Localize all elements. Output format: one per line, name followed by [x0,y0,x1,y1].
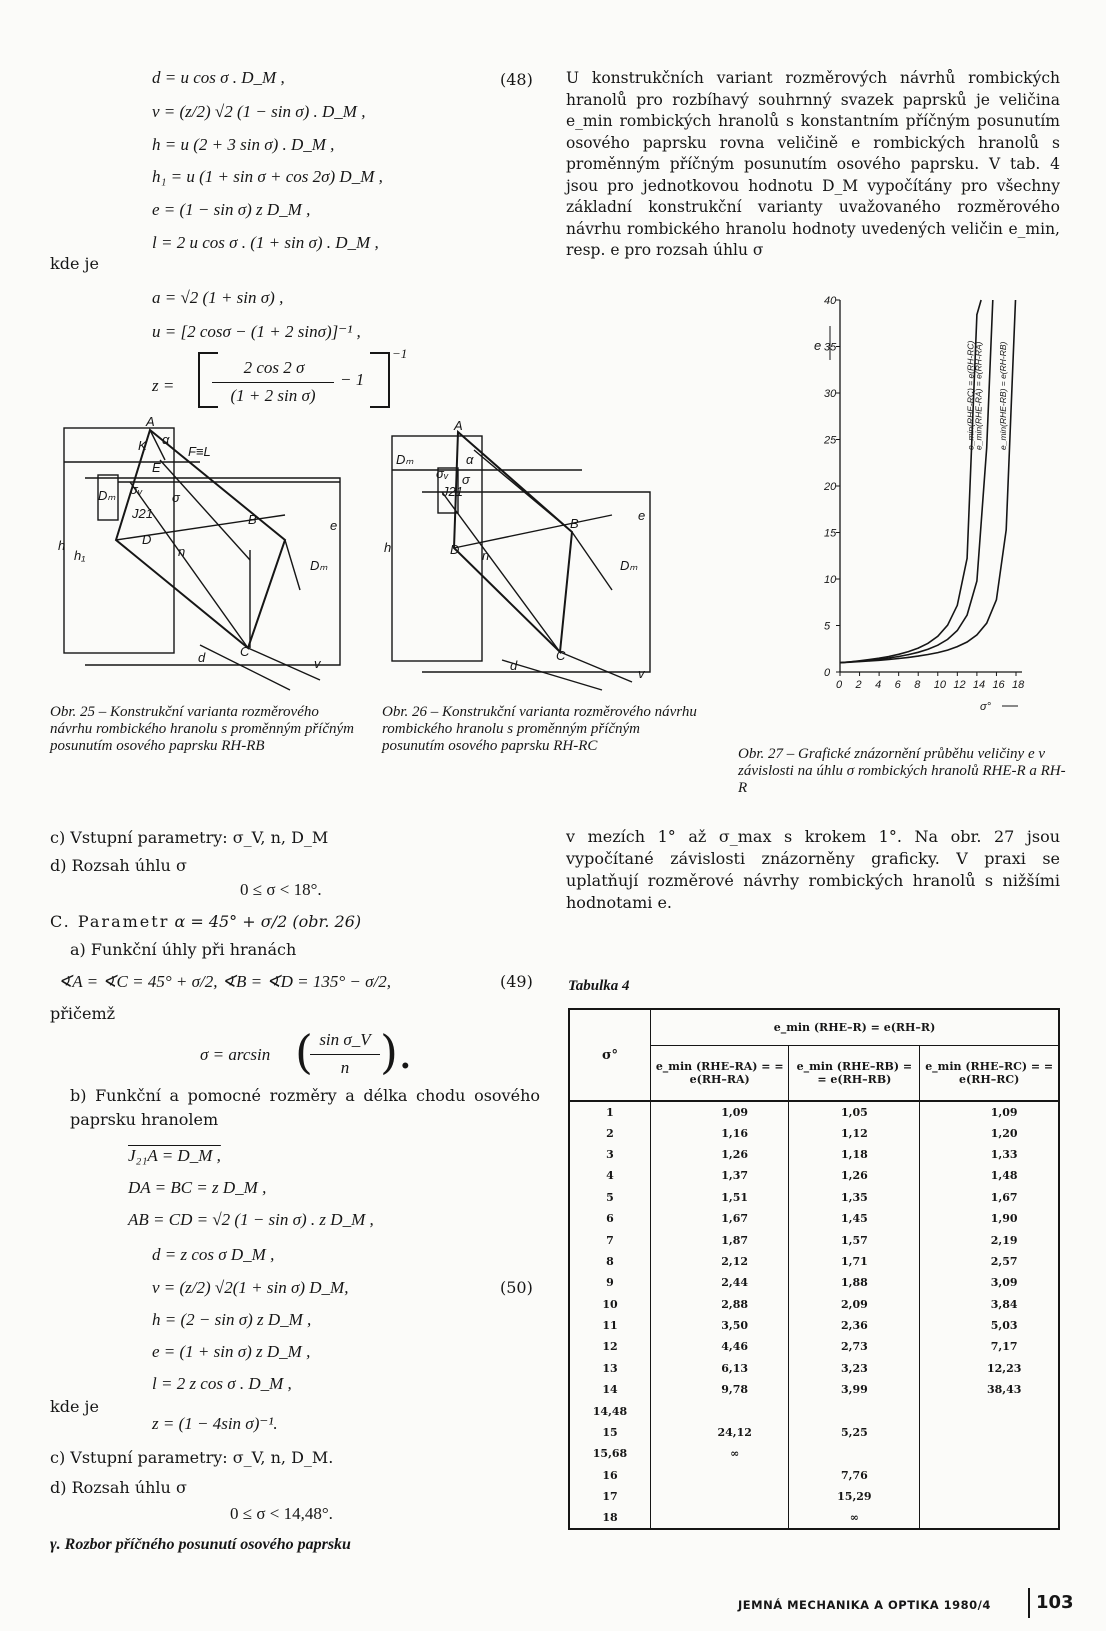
chart-series-label: e_min(RHE-RB) = e(RH-RB) [998,341,1008,450]
svg-text:A: A [146,414,155,429]
table-value-cell: 5,03 [990,1319,1018,1333]
section-c-heading [50,912,361,931]
table-value-cell [789,1443,920,1464]
range-1: 0 ≤ σ < 18°. [240,880,322,899]
table-sigma-cell: 18 [569,1507,651,1528]
chart-y-tick-label: 25 [824,434,837,447]
table-value-cell: 1,67 [651,1208,789,1229]
chart-x-tick-label: 14 [972,679,986,691]
section-c-formula: α = 45° + σ/2 (obr. 26) [174,912,362,931]
table-value-cell: 1,45 [789,1208,920,1229]
chart-x-tick-label: 18 [1012,679,1025,691]
chart-point [879,660,880,661]
table-value-cell: 9,78 [651,1379,789,1400]
chart-point [957,630,958,631]
chart-point [859,660,860,661]
svg-text:v: v [638,666,645,681]
eq48-z-den: (1 + 2 sin σ) [230,386,316,405]
eq48-line-3: h = u (2 + 3 sin σ) . D_M , [152,135,335,154]
figure-26 [382,420,712,720]
table-value-cell: 1,09 [651,1101,789,1122]
table-value-cell: 1,26 [651,1144,789,1165]
chart-point [976,314,977,315]
table-value-cell: 1,57 [789,1229,920,1250]
svg-text:h: h [384,540,392,555]
table-row [569,1422,1059,1443]
table-sigma-cell: 14,48 [569,1400,651,1421]
fig26-caption: Obr. 26 – Konstrukční varianta rozměrového návrhu rombického hranolu s proměnným příčným posunutím osového paprsku RH-RC [382,704,697,754]
chart-x-tick-label: 10 [933,679,947,691]
table-title: Tabulka 4 [568,978,630,994]
chart-point [976,634,977,635]
footer-journal: JEMNÁ MECHANIKA A OPTIKA 1980/4 [738,1598,991,1612]
svg-text:A: A [454,418,463,433]
chart-point [947,639,948,640]
chart-point [888,659,889,660]
chart-y-tick-label: 20 [824,481,837,493]
a-func: a) Funkční úhly při hranách [70,940,297,959]
sigma-num: sin σ_V [319,1030,371,1049]
chart-point [986,447,987,448]
table-value-cell: 2,88 [651,1294,789,1315]
table-sigma-cell: 4 [569,1165,651,1186]
table-row [569,1165,1059,1186]
sigma-den: n [340,1058,350,1077]
svg-text:B: B [570,516,579,531]
chart-point [869,660,870,661]
eq48-line-1: d = u cos σ . D_M , [152,68,285,87]
chart-point [986,623,987,624]
chart-point [908,657,909,658]
svg-text:Dₘ: Dₘ [396,452,414,467]
svg-text:C: C [556,648,566,663]
chart-x-tick-label: 12 [953,679,966,691]
eq48-line-4: h₁ = u (1 + sin σ + cos 2σ) D_M , [152,167,383,186]
fig26-frame-2 [422,492,650,672]
table-row [569,1187,1059,1208]
chart-ylabel: e [814,338,822,353]
table-value-cell [920,1507,1059,1528]
chart-point [947,625,948,626]
table-col-header: e_min (RHE–RB) = = e(RH–RB) [789,1045,920,1101]
table-row [569,1229,1059,1250]
eq48-where-u: u = [2 cosσ − (1 + 2 sinσ)]⁻¹ , [152,322,361,341]
chart-point [967,641,968,642]
eq48-line-5: e = (1 − sin σ) z D_M , [152,200,311,219]
chart-x-tick-label: 16 [992,679,1005,691]
table-sigma-cell: 3 [569,1144,651,1165]
svg-text:α: α [466,452,474,467]
table-value-cell: 1,51 [651,1187,789,1208]
table-value-cell: 1,87 [651,1229,789,1250]
svg-text:J21: J21 [442,484,463,499]
page-number: 103 [1036,1592,1074,1613]
table-value-cell: 3,99 [789,1379,920,1400]
chart-x-tick-label: 8 [914,679,921,691]
table-sigma-cell: 15 [569,1422,651,1443]
table-value-cell [651,1486,789,1507]
svg-text:F≡L: F≡L [188,444,211,459]
chart-point [918,647,919,648]
table-value-cell: 3,50 [651,1315,789,1336]
eq50-line-7: e = (1 + sin σ) z D_M , [152,1342,311,1361]
chart-point [879,658,880,659]
chart-point [927,649,928,650]
table-value-cell: 15,29 [789,1486,920,1507]
c-params-2: c) Vstupní parametry: σ_V, n, D_M. [50,1448,334,1467]
table-value-cell: 3,23 [789,1358,920,1379]
figure-25 [40,414,380,720]
table-value-cell: 2,12 [651,1251,789,1272]
sigma-fraction-bar [310,1054,380,1055]
table-sigma-cell: 17 [569,1486,651,1507]
chart-point [898,654,899,655]
table-sigma-cell: 12 [569,1336,651,1357]
table-sigma-cell: 16 [569,1465,651,1486]
table-value-cell: 1,05 [789,1101,920,1122]
table-sigma-cell: 15,68 [569,1443,651,1464]
table-sigma-cell: 14 [569,1379,651,1400]
chart-point [908,651,909,652]
chart-x-tick-label: 2 [855,679,862,691]
table-value-cell: 1,35 [789,1187,920,1208]
paren-right: ). [380,1025,413,1079]
table-sigma-cell: 8 [569,1251,651,1272]
chart-point [957,605,958,606]
table-value-cell: 12,23 [986,1361,1022,1375]
table-value-cell [651,1465,789,1486]
table-group-header: e_min (RHE–R) = e(RH–R) [651,1009,1060,1045]
svg-text:d: d [510,658,518,673]
table-value-cell: 1,26 [789,1165,920,1186]
table-value-cell: 1,20 [990,1126,1018,1140]
table-sigma-cell: 10 [569,1294,651,1315]
chart-x-tick-label: 6 [894,679,901,691]
table-value-cell [920,1422,1059,1443]
svg-text:σᵥ: σᵥ [436,466,449,481]
table-row [569,1144,1059,1165]
chart-series-label: e_min(RHE-RA) = e(RH-RA) [973,341,984,450]
table-value-cell: 1,09 [990,1105,1018,1119]
table-value-cell: 1,33 [990,1147,1018,1161]
table-value-cell: 2,09 [789,1294,920,1315]
d-range: d) Rozsah úhlu σ [50,856,187,875]
table-sigma-cell: 7 [569,1229,651,1250]
table-value-cell: 5,25 [789,1422,920,1443]
chart-point [967,558,968,559]
chart-point [869,659,870,660]
eq48-number: (48) [500,70,533,89]
svg-text:Dₘ: Dₘ [310,558,328,573]
table-row [569,1294,1059,1315]
pricemz: přičemž [50,1004,116,1023]
svg-text:n: n [178,544,186,559]
table-value-cell: 1,48 [990,1169,1018,1183]
chart-series-label: e_min(RHE-RC) = e(RH-RC) [965,340,976,450]
chart-point [937,636,938,637]
right-paragraph-2: v mezích 1° až σ_max s krokem 1°. Na obr. 27 jsou vypočítané závislosti znázorněny graficky. V praxi se uplatňují rozměrové návrhy rombických hranolů s nižšími hodnotami e. [566,827,1060,912]
eq50-line-1: J₂₁A = D_M , [128,1146,221,1165]
eq48-line-6: l = 2 u cos σ . (1 + sin σ) . D_M , [152,233,379,252]
chart-series-line [840,300,984,663]
table-value-cell: 4,46 [651,1336,789,1357]
table-col-header: e_min (RHE–RC) = = e(RH–RC) [920,1045,1059,1101]
chart-x-tick-label: 4 [875,679,882,691]
table-value-cell [651,1400,789,1421]
table-row [569,1358,1059,1379]
fig25-caption: Obr. 25 – Konstrukční varianta rozměrového návrhu rombického hranolu s proměnným příčným posunutím osového paprsku RH-RB [50,704,354,754]
table-value-cell: 2,36 [789,1315,920,1336]
c-params: c) Vstupní parametry: σ_V, n, D_M [50,828,329,847]
chart-x-tick-label: 0 [836,679,843,691]
chart-point [927,643,928,644]
table-col-header: e_min (RHE–RA) = = e(RH–RA) [651,1045,789,1101]
table-sigma-cell: 11 [569,1315,651,1336]
table-value-cell: 6,13 [651,1358,789,1379]
eq50-number: (50) [500,1278,533,1297]
table-row [569,1101,1059,1122]
table-value-cell: 1,12 [789,1122,920,1143]
table-value-cell: 1,71 [789,1251,920,1272]
chart-point [976,580,977,581]
table-value-cell: ∞ [789,1507,920,1528]
svg-text:σ: σ [462,472,470,487]
svg-text:h: h [58,538,66,553]
eq50-line-3: AB = CD = √2 (1 − sin σ) . z D_M , [128,1210,374,1229]
chart-point [849,661,850,662]
eq50-line-4: d = z cos σ D_M , [152,1245,275,1264]
table-sigma-cell: 13 [569,1358,651,1379]
chart-point [898,656,899,657]
d-range-2: d) Rozsah úhlu σ [50,1478,187,1497]
eq48-where-a: a = √2 (1 + sin σ) , [152,288,284,307]
fig27-caption: Obr. 27 – Grafické znázornění průběhu veličiny e v závislosti na úhlu σ rombických hranolů RHE-R a RH-R [738,746,1066,796]
chart-point [937,652,938,653]
eq49: ∢A = ∢C = 45° + σ/2, ∢B = ∢D = 135° − σ/2, [58,972,391,991]
eq50-line-5: v = (z/2) √2(1 + sin σ) D_M, [152,1278,349,1297]
chart-point [996,599,997,600]
figure-27-chart [814,295,1076,720]
svg-text:Dₘ: Dₘ [620,558,638,573]
table-value-cell: 1,67 [990,1190,1018,1204]
table-row [569,1336,1059,1357]
chart-xlabel: σ° [980,701,992,713]
table-value-cell: 1,18 [789,1144,920,1165]
svg-text:Dₘ: Dₘ [98,488,116,503]
svg-text:n: n [482,548,490,563]
table-value-cell: 38,43 [986,1383,1022,1397]
table-4 [568,1008,1060,1530]
table-value-cell: 3,09 [990,1276,1018,1290]
chart-point [888,656,889,657]
chart-point [908,654,909,655]
table-value-cell: 1,88 [789,1272,920,1293]
table-value-cell: 1,16 [651,1122,789,1143]
z-eq: z = (1 − 4sin σ)⁻¹. [152,1414,278,1433]
chart-y-tick-label: 10 [824,574,837,586]
table-value-cell: 3,84 [990,1297,1018,1311]
table-row [569,1507,1059,1528]
table-row [569,1465,1059,1486]
chart-point [918,655,919,656]
svg-text:D: D [450,542,460,557]
bracket-right [370,352,390,408]
table-value-cell: 1,37 [651,1165,789,1186]
chart-y-tick-label: 0 [824,667,831,679]
chart-point [1006,529,1007,530]
svg-text:D: D [142,532,152,547]
table-value-cell: 24,12 [651,1422,789,1443]
chart-point [888,657,889,658]
gamma-heading: γ. Rozbor příčného posunutí osového paprsku [50,1536,351,1553]
svg-text:h₁: h₁ [74,548,86,563]
table-sigma-cell: 2 [569,1122,651,1143]
chart-point [937,645,938,646]
table-row [569,1122,1059,1143]
b-func: b) Funkční a pomocné rozměry a délka chodu osového paprsku hranolem [70,1086,540,1129]
chart-point [927,654,928,655]
kde-je-1: kde je [50,254,99,273]
table-row [569,1400,1059,1421]
table-row [569,1443,1059,1464]
right-paragraph: U konstrukčních variant rozměrových návrhů rombických hranolů pro rozbíhavý souhrnný svazek paprsků je veličina e_min rombických hranolů s konstantním příčným posunutím osového paprsku rovna veličině e rombických hranolů s proměnným příčným posunutím osového paprsku. V tab. 4 jsou pro jednotkovou hodnotu D_M vypočítány pro všechny základní konstrukční varianty uvažovaného rozměrového návrhu rombického hranolu hodnoty uvedených veličin e_min, resp. e pro rozsah úhlu σ [566,69,1060,259]
svg-text:v: v [314,656,321,671]
chart-point [967,614,968,615]
table-value-cell [651,1507,789,1528]
range-2: 0 ≤ σ < 14,48°. [230,1504,333,1523]
table-value-cell [920,1486,1059,1507]
table-value-cell: 2,57 [990,1254,1018,1268]
table-value-cell: ∞ [651,1443,789,1464]
chart-y-tick-label: 5 [824,620,831,633]
svg-text:α: α [162,432,170,447]
chart-y-tick-label: 35 [824,341,837,354]
fraction-bar [212,382,334,383]
table-value-cell: 7,76 [789,1465,920,1486]
table-corner-header: σ° [569,1009,651,1101]
kde-je-2: kde je [50,1397,99,1416]
svg-text:e: e [330,518,338,533]
table-row [569,1315,1059,1336]
paren-left: ( [295,1025,313,1079]
chart-point [918,652,919,653]
chart-y-tick-label: 15 [824,527,837,540]
chart-y-tick-label: 40 [824,295,837,307]
chart-point [947,649,948,650]
eq48-z-tail: − 1 [340,370,365,389]
eq50-line-2: DA = BC = z D_M , [128,1178,267,1197]
eq49-number: (49) [500,972,533,991]
table-value-cell [789,1400,920,1421]
eq50-line-6: h = (2 − sin σ) z D_M , [152,1310,312,1329]
table-row [569,1272,1059,1293]
table-value-cell: 2,19 [990,1233,1018,1247]
svg-text:E: E [152,460,161,475]
table-row [569,1251,1059,1272]
table-row [569,1379,1059,1400]
table-value-cell [920,1465,1059,1486]
svg-text:J21: J21 [132,506,153,521]
table-row [569,1486,1059,1507]
fig25-frame-2 [85,478,340,665]
table-sigma-cell: 5 [569,1187,651,1208]
svg-text:C: C [240,644,250,659]
table-sigma-cell: 9 [569,1272,651,1293]
chart-y-tick-label: 30 [824,388,837,400]
chart-series-line [840,300,1016,663]
svg-text:d: d [198,650,206,665]
table-value-cell [920,1400,1059,1421]
table-sigma-cell: 6 [569,1208,651,1229]
table-value-cell: 7,17 [990,1340,1018,1354]
eq48-z-lhs: z = [152,376,175,395]
table-sigma-cell: 1 [569,1101,651,1122]
section-c-label: C. Parametr [50,912,170,931]
eq50-line-8: l = 2 z cos σ . D_M , [152,1374,292,1393]
chart-point [957,646,958,647]
svg-text:σᵥ: σᵥ [130,482,143,497]
svg-text:σ: σ [172,490,180,505]
table-value-cell: 2,73 [789,1336,920,1357]
svg-text:K: K [138,438,147,453]
eq48-line-2: v = (z/2) √2 (1 − sin σ) . D_M , [152,102,366,121]
table-value-cell: 2,44 [651,1272,789,1293]
footer-divider [1028,1588,1030,1618]
svg-text:e: e [638,508,646,523]
table-value-cell: 1,90 [990,1212,1018,1226]
eq48-z-exp: −1 [392,346,408,361]
table-value-cell [920,1443,1059,1464]
svg-text:B: B [248,512,257,527]
chart-point [898,658,899,659]
table-row [569,1208,1059,1229]
eq48-z-num: 2 cos 2 σ [243,358,305,377]
sigma-eq-lhs: σ = arcsin [200,1045,271,1064]
